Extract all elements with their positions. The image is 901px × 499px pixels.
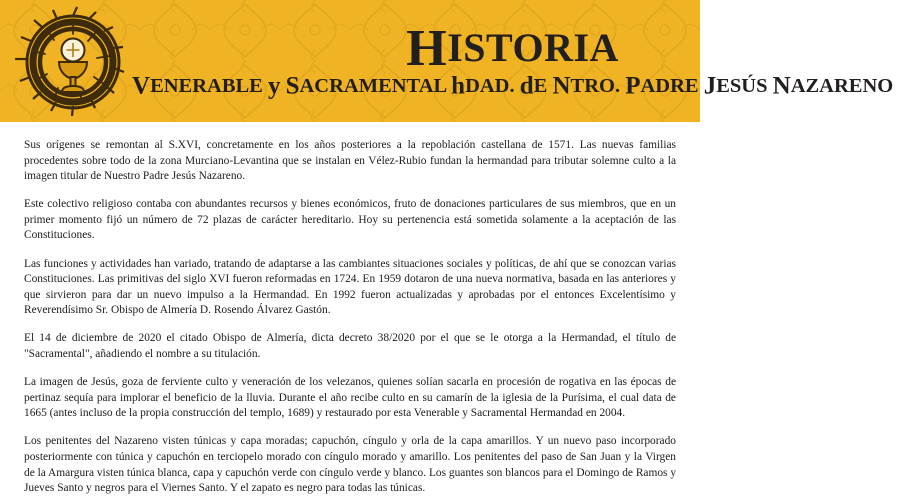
paragraph: La imagen de Jesús, goza de ferviente culto y veneración de los velezanos, quienes solían sacarla en procesión de rogativa en las épocas de pertinaz sequía para implorar el beneficio de la lluvia. Durante el año recibe culto en su camarín de la iglesia de la Purísima, el cual data de 1665 (antes incluso de la propia construcción del templo, 1689) y restaurado por esta Venerable y Sacramental Hermandad en 2004. (24, 376, 676, 420)
paragraph: El 14 de diciembre de 2020 el citado Obispo de Almería, dicta decreto 38/2020 por el que se le otorga a la Hermandad, el título de "Sacramental", añadiendo el nombre a su titulación. (24, 332, 676, 361)
document-body (0, 122, 700, 497)
page-title: HISTORIA (406, 19, 619, 77)
paragraph: Los penitentes del Nazareno visten túnicas y capa moradas; capuchón, cíngulo y orla de la capa amarillos. Y un nuevo paso incorporado posteriormente con túnica y capuchón en terciopelo morado con cíngulo morado y amarillo. Los penitentes del paso de San Juan y la Virgen de la Amargura visten túnica blanca, capa y capuchón verde con cíngulo verde y blanco. Los guantes son blancos para el Domingo de Ramos y Jueves Santo y negros para el Viernes Santo. Y el zapato es negro para todas las túnicas. (24, 435, 677, 495)
header-banner (0, 0, 894, 122)
crown-of-thorns-chalice-icon (14, 6, 132, 116)
chalice-icon (59, 39, 87, 93)
header-titles (132, 19, 901, 100)
page-subtitle: VENERABLE y SACRAMENTAL hDAD. dE NTRO. PADRE JESÚS NAZARENO (132, 72, 894, 100)
paragraph: Este colectivo religioso contaba con abundantes recursos y bienes económicos, fruto de donaciones particulares de sus miembros, que en un primer momento fijó un número de 72 plazas de carácter hereditario. Hoy su pertenencia está sometida solamente a la aceptación de las Constituciones. (24, 198, 676, 242)
paragraph: Las funciones y actividades han variado, tratando de adaptarse a las cambiantes situaciones sociales y políticas, de ahí que se conozcan varias Constituciones. Las primitivas del siglo XVI fueron reformadas en 1724. En 1959 dotaron de una nueva normativa, basada en las anteriores y que sirvieron para dar un nuevo impulso a la Hermandad. En 1992 fueron actualizadas y aprobadas por el entonces Excelentísimo y Reverendísimo Sr. Obispo de Almería D. Rosendo Álvarez Gastón. (24, 257, 676, 317)
paragraph: Sus orígenes se remontan al S.XVI, concretamente en los años posteriores a la repoblación castellana de 1571. Las nuevas familias procedentes sobre todo de la zona Murciano-Levantina que se instalan en Vélez-Rubio fundan la hermandad para tributar solemne culto a la imagen titular de Nuestro Padre Jesús Nazareno. (24, 139, 676, 183)
